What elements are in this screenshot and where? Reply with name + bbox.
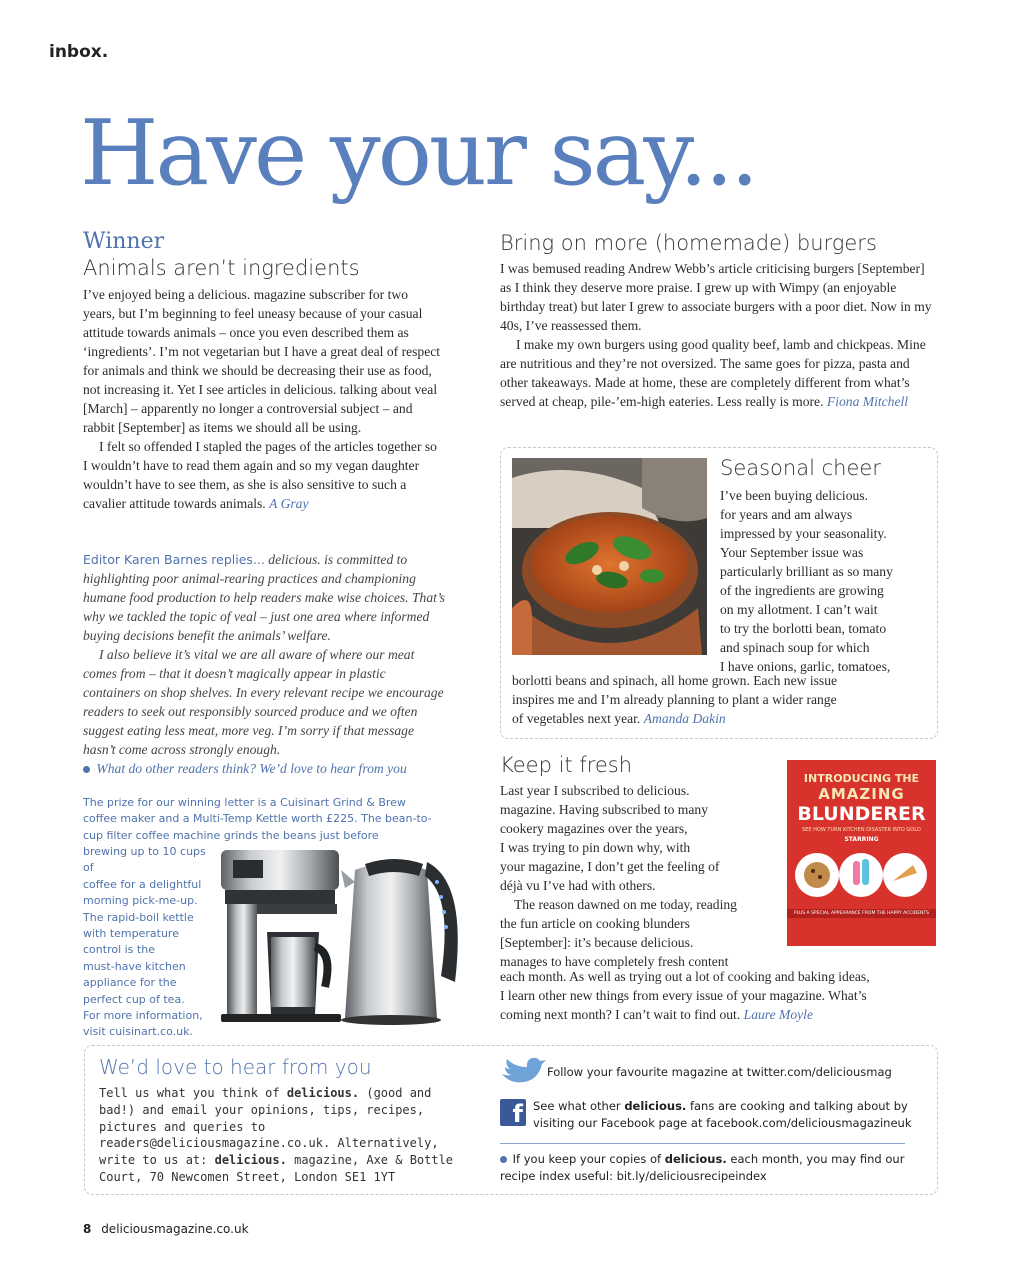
- fresh-line: coming next month? I can’t wait to find out. Laure Moyle: [500, 1007, 813, 1022]
- prize-line: with temperature: [83, 927, 179, 941]
- seasonal-heading: Seasonal cheer: [720, 456, 881, 480]
- seasonal-line: I’ve been buying delicious.: [720, 488, 868, 503]
- fresh-letter: [500, 752, 785, 971]
- burgers-paragraph-2: I make my own burgers using good quality beef, lamb and chickpeas. Mine are nutritious and they’re not oversized. The same goes for pizza, pasta and other takeaways. Made at home, these are completely different from what’s served at cheap, pile-’em-high eateries. Less really is more. Fiona Mitchell: [500, 337, 926, 409]
- prize-details: [83, 844, 218, 1041]
- section-label: inbox.: [49, 42, 109, 62]
- fresh-heading: Keep it fresh: [500, 753, 633, 777]
- brand-name: delicious.: [214, 1153, 287, 1168]
- bullet-dot-icon: [500, 1156, 507, 1163]
- fresh-line: your magazine, I don’t get the feeling of: [500, 859, 720, 874]
- winner-kicker: Winner: [83, 229, 165, 254]
- fresh-line: Last year I subscribed to delicious.: [500, 783, 690, 798]
- brand-name: delicious.: [664, 1152, 727, 1166]
- prize-line: For more information,: [83, 1009, 203, 1023]
- coffee-maker-kettle-image: [215, 842, 473, 1027]
- winner-signature: A Gray: [269, 496, 309, 511]
- cover-line-2: AMAZING: [818, 785, 905, 803]
- cover-line-3: BLUNDERER: [797, 803, 926, 825]
- cover-starring: STARRING: [844, 836, 879, 843]
- prize-line: The rapid-boil kettle: [83, 910, 194, 924]
- seasonal-letter: [720, 455, 932, 676]
- twitter-bird-icon[interactable]: [500, 1054, 546, 1086]
- contact-section: [99, 1053, 454, 1186]
- seasonal-line: Your September issue was: [720, 545, 864, 560]
- footer-site: deliciousmagazine.co.uk: [101, 1222, 249, 1236]
- brand-name: delicious.: [286, 1086, 360, 1100]
- editor-reply: [83, 550, 445, 778]
- page-title: Have your say...: [80, 101, 757, 206]
- fresh-letter-continued: [500, 967, 936, 1024]
- winner-letter: [83, 229, 443, 513]
- fresh-signature: Laure Moyle: [743, 1007, 813, 1022]
- facebook-icon[interactable]: f: [500, 1099, 526, 1126]
- cover-strap: SEE HOW TURN KITCHEN DISASTER INTO GOLD: [802, 827, 921, 833]
- twitter-link[interactable]: Follow your favourite magazine at twitter.com/deliciousmag: [547, 1065, 892, 1079]
- seasonal-line: to try the borlotti bean, tomato: [720, 621, 887, 636]
- fresh-line: I learn other new things from every issue of your magazine. What’s: [500, 988, 867, 1003]
- fresh-line: magazine. Having subscribed to many: [500, 802, 709, 817]
- seasonal-line: inspires me and I’m already planning to plant a wider range: [512, 692, 837, 707]
- page-number: 8: [83, 1222, 92, 1236]
- prize-line: must-have kitchen: [83, 959, 186, 973]
- burgers-heading: Bring on more (homemade) burgers: [500, 231, 877, 255]
- seasonal-line: and spinach soup for which: [720, 640, 870, 655]
- cover-line-1: INTRODUCING THE: [803, 772, 920, 785]
- seasonal-line: of the ingredients are growing: [720, 583, 884, 598]
- seasonal-line: impressed by your seasonality.: [720, 526, 887, 541]
- seasonal-line: particularly brilliant as so many: [720, 564, 893, 579]
- winner-paragraph-1: I’ve enjoyed being a delicious. magazine subscriber for two years, but I’m beginning to feel uneasy because of your casual attitude towards animals – once you even described them as ‘ingredients’. I’m not vegetarian but I have a great deal of respect for animals and think we should be decreasing their use as food, not increasing it. Yet I see articles in delicious. talking about veal [March] – apparently no longer a controversial subject – and rabbit [September] as items we should all be using.: [83, 287, 441, 435]
- fresh-line: cookery magazines over the years,: [500, 821, 688, 836]
- prize-line: coffee for a delightful: [83, 877, 202, 891]
- seasonal-line: on my allotment. I can’t wait: [720, 602, 878, 617]
- cover-footer: PLUS A SPECIAL APPEARANCE FROM THE HAPPY ACCIDENTS: [787, 909, 936, 918]
- editor-reply-paragraph-1: Editor Karen Barnes replies... delicious. is committed to highlighting poor animal-rearing practices and championing humane food production to help readers make wise choices. That’s why we tackled the topic of veal – just one area where informed buying decisions benefit the animals’ welfare.: [83, 552, 445, 643]
- winner-paragraph-2: I felt so offended I stapled the pages of the articles together so I wouldn’t have to read them again and so my vegan daughter wouldn’t have to see them, as she is also sensitive to such a cavalier attitude towards animals. A Gray: [83, 439, 437, 511]
- seasonal-line: I have onions, garlic, tomatoes,: [720, 659, 891, 674]
- page-footer: [83, 1222, 249, 1236]
- seasonal-line: for years and am always: [720, 507, 853, 522]
- prize-line: perfect cup of tea.: [83, 992, 185, 1006]
- prize-line: brewing up to 10 cups of: [83, 845, 206, 875]
- seasonal-letter-continued: [512, 671, 927, 728]
- editor-cta[interactable]: What do other readers think? We’d love to hear from you: [83, 759, 445, 778]
- seasonal-line: borlotti beans and spinach, all home grown. Each new issue: [512, 673, 838, 688]
- winner-heading: Animals aren’t ingredients: [83, 256, 360, 280]
- cover-food-icons: [787, 843, 936, 905]
- seasonal-line: of vegetables next year. Amanda Dakin: [512, 711, 726, 726]
- burgers-paragraph-1: I was bemused reading Andrew Webb’s article criticising burgers [September] as I think they deserve more praise. I grew up with Wimpy (an enjoyable birthday treat) but later I grew to associate burgers with a poor diet. Now in my 40s, I’ve reassessed them.: [500, 261, 932, 333]
- prize-line: visit cuisinart.co.uk.: [83, 1025, 193, 1039]
- prize-line: appliance for the: [83, 976, 177, 990]
- blunderer-cover-image: [787, 760, 936, 946]
- fresh-line: déjà vu I’ve had with others.: [500, 878, 656, 893]
- bullet-dot-icon: [83, 766, 90, 773]
- fresh-line: The reason dawned on me today, reading: [514, 897, 737, 912]
- contact-heading: We’d love to hear from you: [99, 1055, 372, 1079]
- burgers-letter: [500, 230, 932, 411]
- soup-pot-image: [512, 458, 707, 655]
- fresh-line: manages to have completely fresh content: [500, 954, 729, 969]
- divider: [500, 1143, 905, 1144]
- contact-text: Tell us what you think of delicious. (good and bad!) and email your opinions, tips, recipes, pictures and queries to readers@deliciousmagazine.co.uk. Alternatively, write to us at: delicious. magazine, Axe & Bottle Court, 70 Newcomen Street, London SE1 1YT: [99, 1086, 454, 1184]
- fresh-line: each month. As well as trying out a lot of cooking and baking ideas,: [500, 969, 870, 984]
- fresh-line: the fun article on cooking blunders: [500, 916, 690, 931]
- fresh-line: [September]: it’s because delicious.: [500, 935, 694, 950]
- editor-reply-paragraph-2: I also believe it’s vital we are all aware of where our meat comes from – that it doesn’t magically appear in plastic containers on shop shelves. In every relevant recipe we encourage readers to seek out responsibly sourced produce and we often suggest eating less meat, more veg. I’m sorry if that message hasn’t come across strongly enough.: [83, 647, 444, 757]
- editor-label: Editor Karen Barnes replies...: [83, 552, 265, 567]
- recipe-index-note[interactable]: If you keep your copies of delicious. each month, you may find our recipe index useful: bit.ly/deliciousrecipeindex: [500, 1152, 905, 1183]
- prize-line: morning pick-me-up.: [83, 894, 198, 908]
- seasonal-signature: Amanda Dakin: [643, 711, 726, 726]
- prize-line: control is the: [83, 943, 155, 957]
- facebook-link[interactable]: See what other delicious. fans are cooking and talking about by visiting our Facebook page at facebook.com/deliciousmagazineuk: [533, 1099, 912, 1130]
- prize-intro: The prize for our winning letter is a Cuisinart Grind & Brew coffee maker and a Multi-Temp Kettle worth £225. The bean-to-cup filter coffee machine grinds the beans just before: [83, 796, 432, 842]
- fresh-line: I was trying to pin down why, with: [500, 840, 691, 855]
- burgers-signature: Fiona Mitchell: [826, 394, 909, 409]
- brand-name: delicious.: [624, 1099, 687, 1113]
